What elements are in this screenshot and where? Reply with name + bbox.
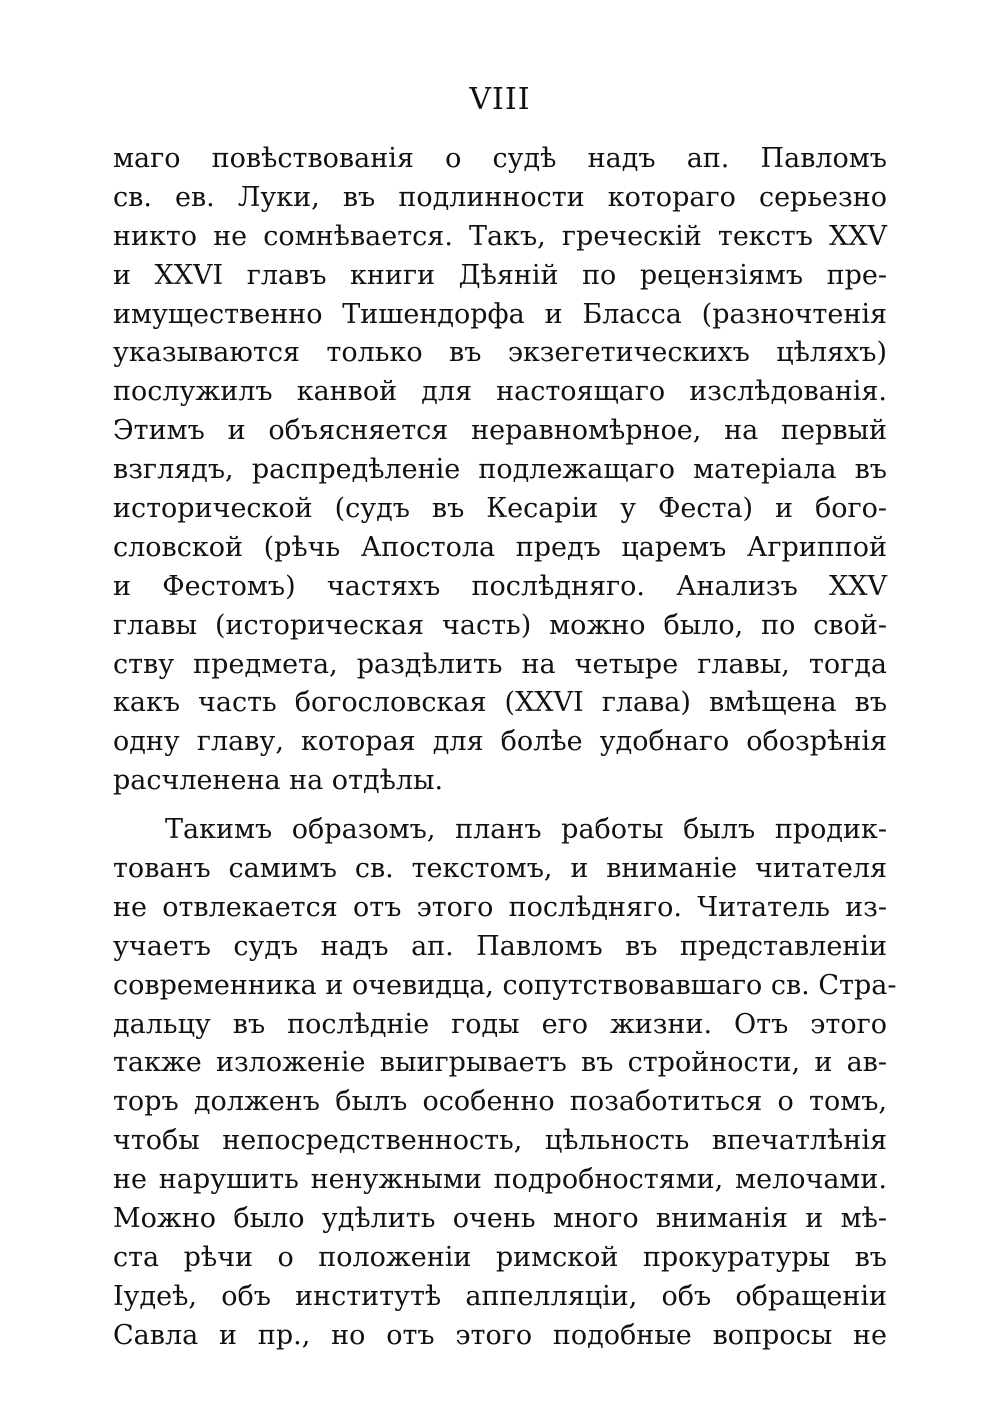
text-line: Можно было удѣлить очень много вниманія и мѣ- — [113, 1203, 887, 1235]
text-line: Такимъ образомъ, планъ работы былъ продик- — [165, 814, 887, 846]
text-line: учаетъ судъ надъ ап. Павломъ въ представленіи — [113, 930, 887, 962]
text-line: также изложеніе выигрываетъ въ стройности, и ав- — [113, 1047, 887, 1079]
text-line: Савла и пр., но отъ этого подобные вопросы не — [113, 1319, 887, 1351]
text-line: и XXVI главъ книги Дѣяній по рецензіямъ пре- — [113, 259, 887, 291]
text-line: дальцу въ послѣдніе годы его жизни. Отъ этого — [113, 1008, 887, 1040]
text-line: словской (рѣчь Апостола предъ царемъ Агриппой — [113, 531, 887, 563]
paragraph-gap — [113, 801, 887, 811]
text-line: одну главу, которая для болѣе удобнаго обозрѣнія — [113, 726, 887, 758]
text-line: современника и очевидца, сопутствовавшаго св. Стра- — [113, 969, 897, 1001]
text-line: св. ев. Луки, въ подлинности котораго серьезно — [113, 181, 887, 213]
text-line: послужилъ канвой для настоящаго изслѣдованія. — [113, 376, 887, 408]
paragraph-1 — [113, 140, 887, 801]
page-number: VIII — [469, 82, 531, 117]
text-line: ству предмета, раздѣлить на четыре главы, тогда — [113, 648, 887, 680]
text-line: ста рѣчи о положеніи римской прокуратуры въ — [113, 1241, 887, 1273]
text-line: Іудеѣ, объ институтѣ аппелляціи, объ обращеніи — [113, 1280, 887, 1312]
text-line: не отвлекается отъ этого послѣдняго. Читатель из- — [113, 891, 887, 923]
text-line: имущественно Тишендорфа и Бласса (разночтенія — [113, 298, 887, 330]
paragraph-2 — [113, 811, 897, 1355]
body-text — [113, 140, 897, 1356]
text-line: указываются только въ экзегетическихъ цѣляхъ) — [113, 337, 887, 369]
text-line: Этимъ и объясняется неравномѣрное, на первый — [113, 415, 887, 447]
text-line: исторической (судъ въ Кесаріи у Феста) и бого- — [113, 493, 887, 525]
text-line: какъ часть богословская (XXVI глава) вмѣщена въ — [113, 687, 887, 719]
text-line: взглядъ, распредѣленіе подлежащаго матеріала въ — [113, 454, 887, 486]
text-line: главы (историческая часть) можно было, по свой- — [113, 609, 887, 641]
text-line: чтобы непосредственность, цѣльность впечатлѣнія — [113, 1125, 887, 1157]
text-line: расчленена на отдѣлы. — [113, 765, 444, 797]
text-line: не нарушить ненужными подробностями, мелочами. — [113, 1164, 887, 1196]
text-line: маго повѣствованія о судѣ надъ ап. Павломъ — [113, 143, 887, 174]
text-line: и Фестомъ) частяхъ послѣдняго. Анализъ XXV — [113, 570, 887, 602]
text-line: тованъ самимъ св. текстомъ, и вниманіе читателя — [113, 853, 887, 885]
text-line: торъ долженъ былъ особенно позаботиться о томъ, — [113, 1086, 887, 1118]
text-line: никто не сомнѣвается. Такъ, греческій текстъ XXV — [113, 220, 887, 252]
